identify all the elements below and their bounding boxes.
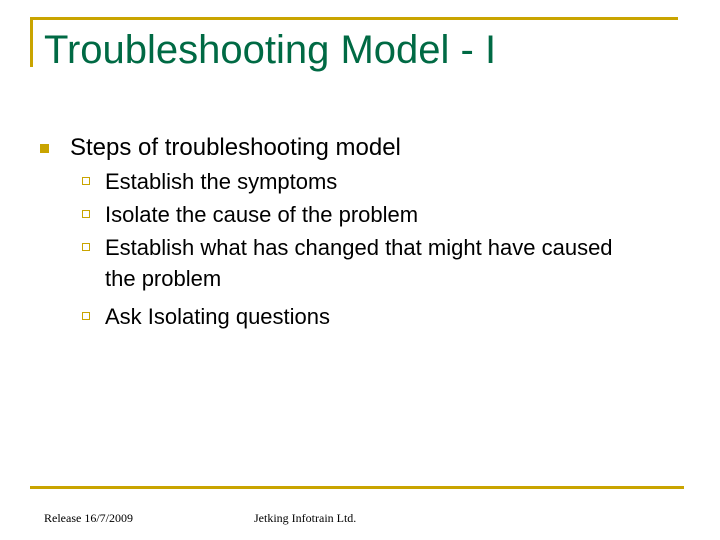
hollow-square-bullet-icon [82,243,90,251]
hollow-square-bullet-icon [82,177,90,185]
sub-bullet-text: the problem [105,266,222,291]
hollow-square-bullet-icon [82,210,90,218]
sub-bullet-text: Isolate the cause of the problem [105,202,419,227]
sub-bullet-text: Establish the symptoms [105,169,338,194]
hollow-square-bullet-icon [82,312,90,320]
square-bullet-icon [40,144,49,153]
sub-bullet-text: Ask Isolating questions [105,304,331,329]
footer-release: Release 16/7/2009 [44,511,133,525]
main-bullet-text: Steps of troubleshooting model [70,134,401,161]
footer-company: Jetking Infotrain Ltd. [254,511,357,525]
sub-bullet-text: Establish what has changed that might have caused [105,235,613,260]
slide-title: Troubleshooting Model - I [44,28,497,72]
frame-left-rule [30,17,33,67]
frame-top-rule [30,17,678,20]
footer-rule [30,486,684,489]
